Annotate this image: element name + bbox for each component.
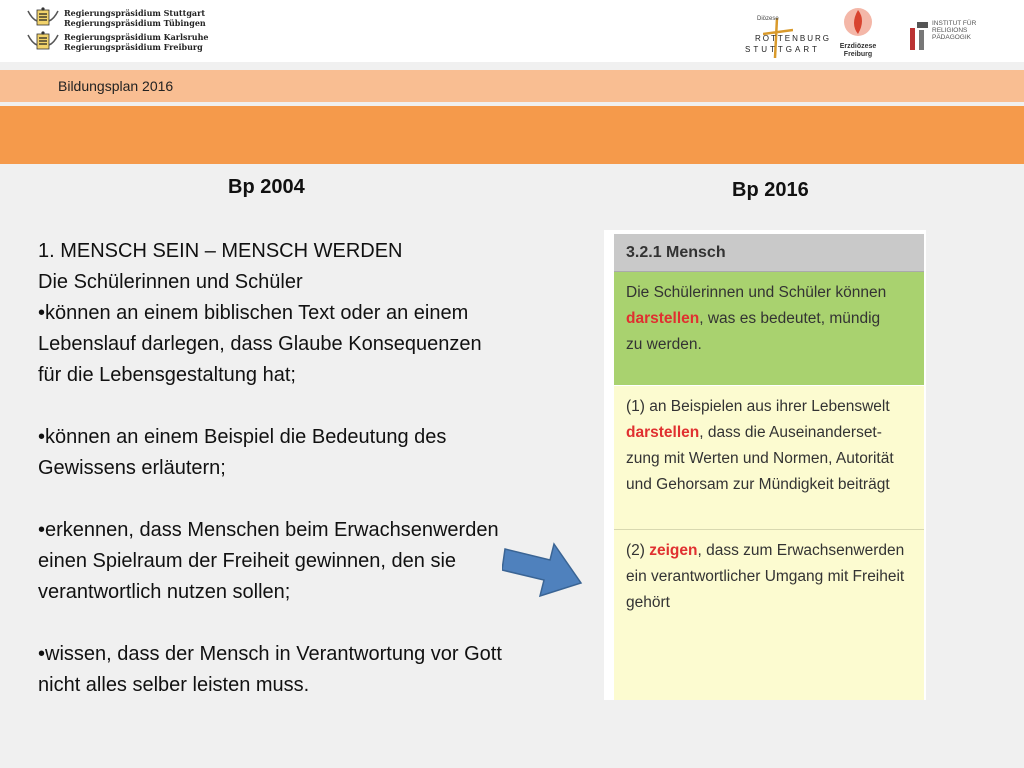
arrow-right-icon [502,538,584,600]
excerpt-item-1: (1) an Beispielen aus ihrer Lebenswelt darstellen, dass die Auseinanderset- zung mit Werten und Normen, Autorität und Gehorsam zur Mündigkeit beiträgt [614,386,924,530]
rp-line: Regierungspräsidium Tübingen [64,18,206,28]
section-title: 1. MENSCH SEIN – MENSCH WERDEN [38,240,403,262]
excerpt-title: 3.2.1 Mensch [614,234,924,272]
bullet-item: •erkennen, dass Menschen beim Erwachsenwerden einen Spielraum der Freiheit gewinnen, den sie verantwortlich nutzen sollen; [38,519,499,603]
flame-icon [841,6,875,38]
rottenburg-stuttgart-logo: Diözese ROTTENBURG STUTTGART [745,16,829,58]
institute-mark-icon [908,20,930,52]
section-subtitle: Die Schülerinnen und Schüler [38,271,303,293]
rp-line: Regierungspräsidium Freiburg [64,42,203,52]
regierungspraesidium-logos [26,6,208,54]
bullet-item: •können an einem biblischen Text oder an einem Lebenslauf darlegen, dass Glaube Konsequenzen für die Lebensgestaltung hat; [38,302,482,386]
accent-band [0,106,1024,164]
coat-of-arms-icon [26,7,60,29]
heading-bp-2004: Bp 2004 [228,176,305,198]
bp2004-text [38,236,508,701]
header-bar [0,0,1024,62]
coat-of-arms-icon [26,31,60,53]
bp2016-excerpt [604,230,926,700]
rp-line: Regierungspräsidium Karlsruhe [64,32,209,42]
erzdioezese-freiburg-logo: Erzdiözese Freiburg [834,6,882,58]
heading-bp-2016: Bp 2016 [732,179,809,201]
excerpt-intro: Die Schülerinnen und Schüler können darstellen, was es bedeutet, mündig zu werden. [614,272,924,386]
rp-line: Regierungspräsidium Stuttgart [64,8,206,18]
band-title: Bildungsplan 2016 [58,78,174,94]
institut-religionspaedagogik-logo: INSTITUT FÜR RELIGIONS PÄDAGOGIK [908,20,992,56]
bullet-item: •wissen, dass der Mensch in Verantwortung vor Gott nicht alles selber leisten muss. [38,643,502,696]
excerpt-item-2: (2) zeigen, dass zum Erwachsenwerden ein verantwortlicher Umgang mit Freiheit gehört [614,530,924,700]
bullet-item: •können an einem Beispiel die Bedeutung des Gewissens erläutern; [38,426,447,479]
